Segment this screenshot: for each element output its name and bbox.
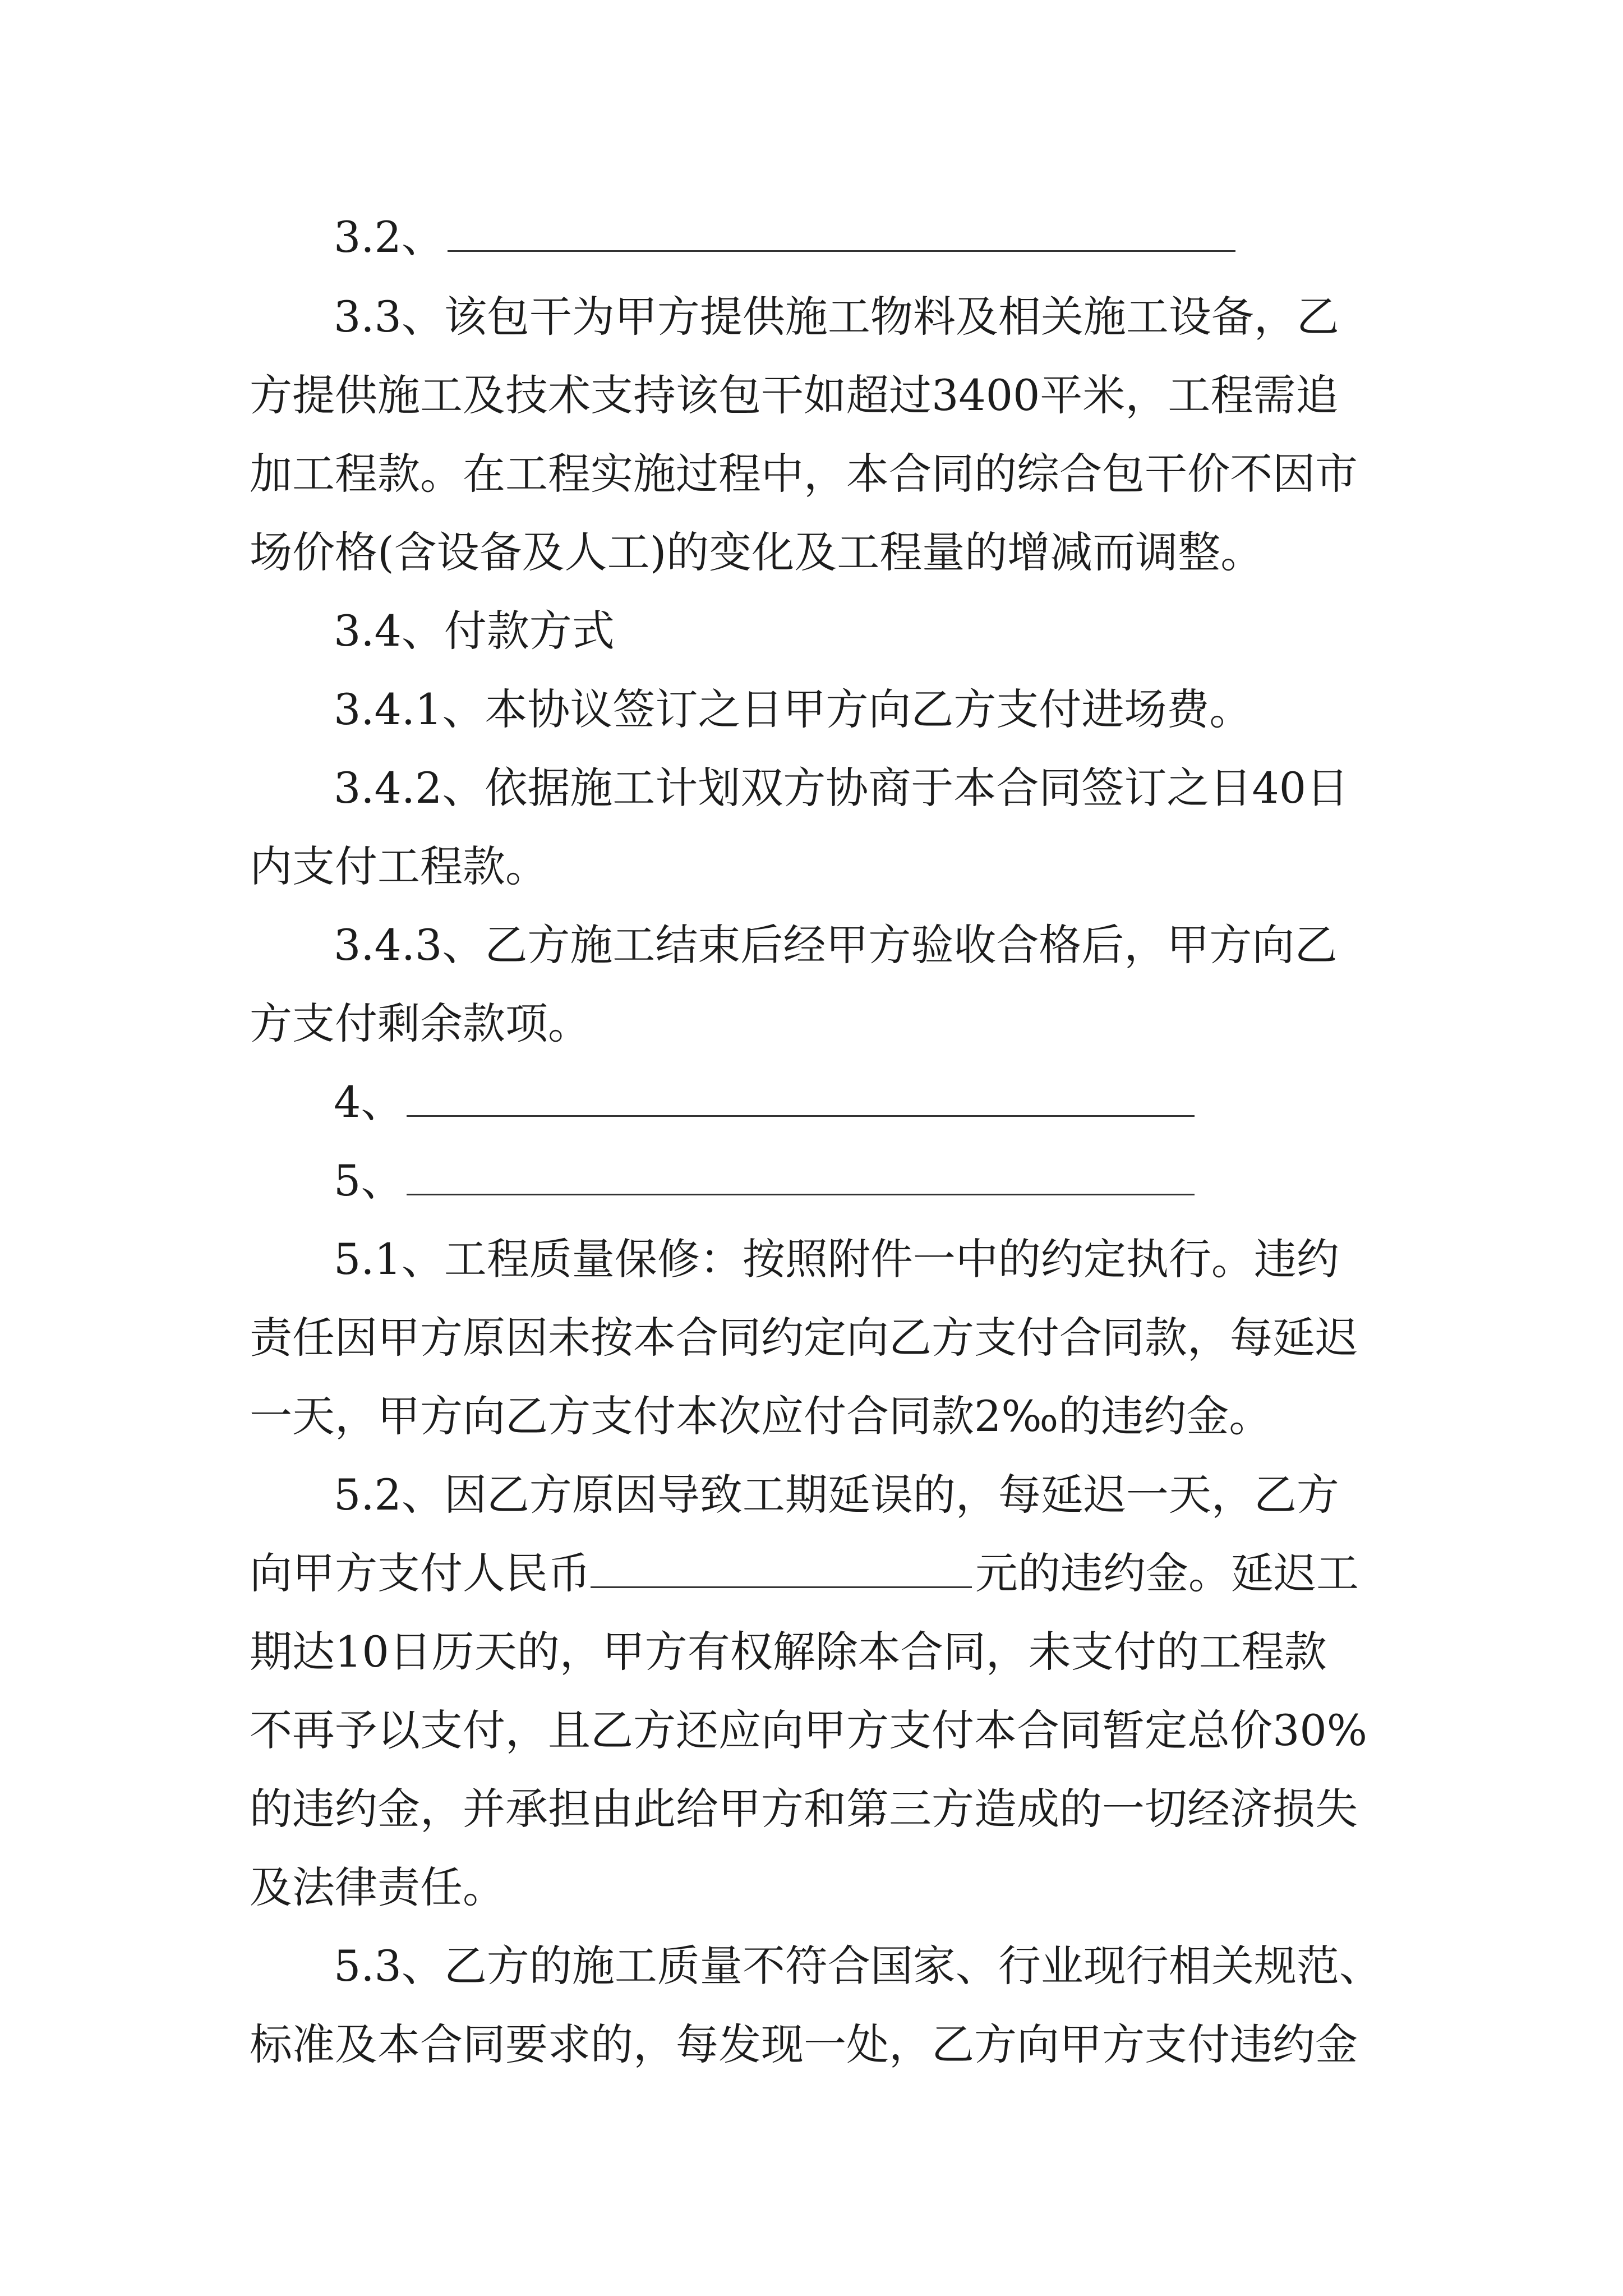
clause-3-4: 3.4、付款方式 (334, 606, 615, 656)
clause-5-2-line-6: 及法律责任。 (250, 1862, 505, 1912)
clause-text: 元的违约金。延迟工 (975, 1548, 1359, 1598)
fill-blank (407, 1115, 1195, 1117)
clause-4 (334, 1074, 1195, 1130)
clause-3-4-3-line-2: 方支付剩余款项。 (250, 999, 591, 1048)
fill-blank (407, 1193, 1195, 1195)
clause-5-2-line-5: 的违约金，并承担由此给甲方和第三方造成的一切经济损失 (250, 1784, 1358, 1834)
clause-5-3-line-1: 5.3、乙方的施工质量不符合国家、行业现行相关规范、 (334, 1941, 1382, 1991)
clause-3-3-line-3: 加工程款。在工程实施过程中，本合同的综合包干价不因市 (250, 449, 1358, 499)
clause-5-1-line-1: 5.1、工程质量保修：按照附件一中的约定执行。违约 (334, 1234, 1339, 1284)
clause-number: 4、 (334, 1077, 404, 1127)
clause-3-3-line-2: 方提供施工及技术支持该包干如超过3400平米，工程需追 (250, 370, 1339, 420)
fill-blank (448, 250, 1235, 252)
clause-5 (334, 1153, 1195, 1209)
clause-3-3-line-4: 场价格(含设备及人工)的变化及工程量的增减而调整。 (250, 527, 1264, 577)
clause-text: 向甲方支付人民币 (250, 1548, 591, 1598)
clause-5-2-line-4: 不再予以支付，且乙方还应向甲方支付本合同暂定总价30% (250, 1705, 1367, 1755)
clause-number: 5、 (334, 1156, 404, 1205)
clause-3-2 (334, 209, 1235, 265)
clause-5-1-line-3: 一天，甲方向乙方支付本次应付合同款2‰的违约金。 (250, 1391, 1272, 1441)
clause-3-4-2-line-2: 内支付工程款。 (250, 841, 548, 891)
clause-5-2-line-2 (250, 1545, 1359, 1602)
amount-blank (591, 1586, 972, 1588)
clause-3-4-2-line-1: 3.4.2、依据施工计划双方协商于本合同签订之日40日 (334, 763, 1349, 813)
clause-3-4-1: 3.4.1、本协议签订之日甲方向乙方支付进场费。 (334, 684, 1252, 734)
clause-5-1-line-2: 责任因甲方原因未按本合同约定向乙方支付合同款，每延迟 (250, 1313, 1358, 1363)
clause-5-2-line-3: 期达10日历天的，甲方有权解除本合同，未支付的工程款 (250, 1627, 1327, 1677)
clause-5-2-line-1: 5.2、因乙方原因导致工期延误的，每延迟一天，乙方 (334, 1470, 1339, 1520)
clause-number: 3.2、 (334, 212, 444, 262)
clause-3-3-line-1: 3.3、该包干为甲方提供施工物料及相关施工设备，乙 (334, 292, 1339, 342)
clause-5-3-line-2: 标准及本合同要求的，每发现一处，乙方向甲方支付违约金 (250, 2019, 1358, 2069)
clause-3-4-3-line-1: 3.4.3、乙方施工结束后经甲方验收合格后，甲方向乙 (334, 920, 1338, 970)
